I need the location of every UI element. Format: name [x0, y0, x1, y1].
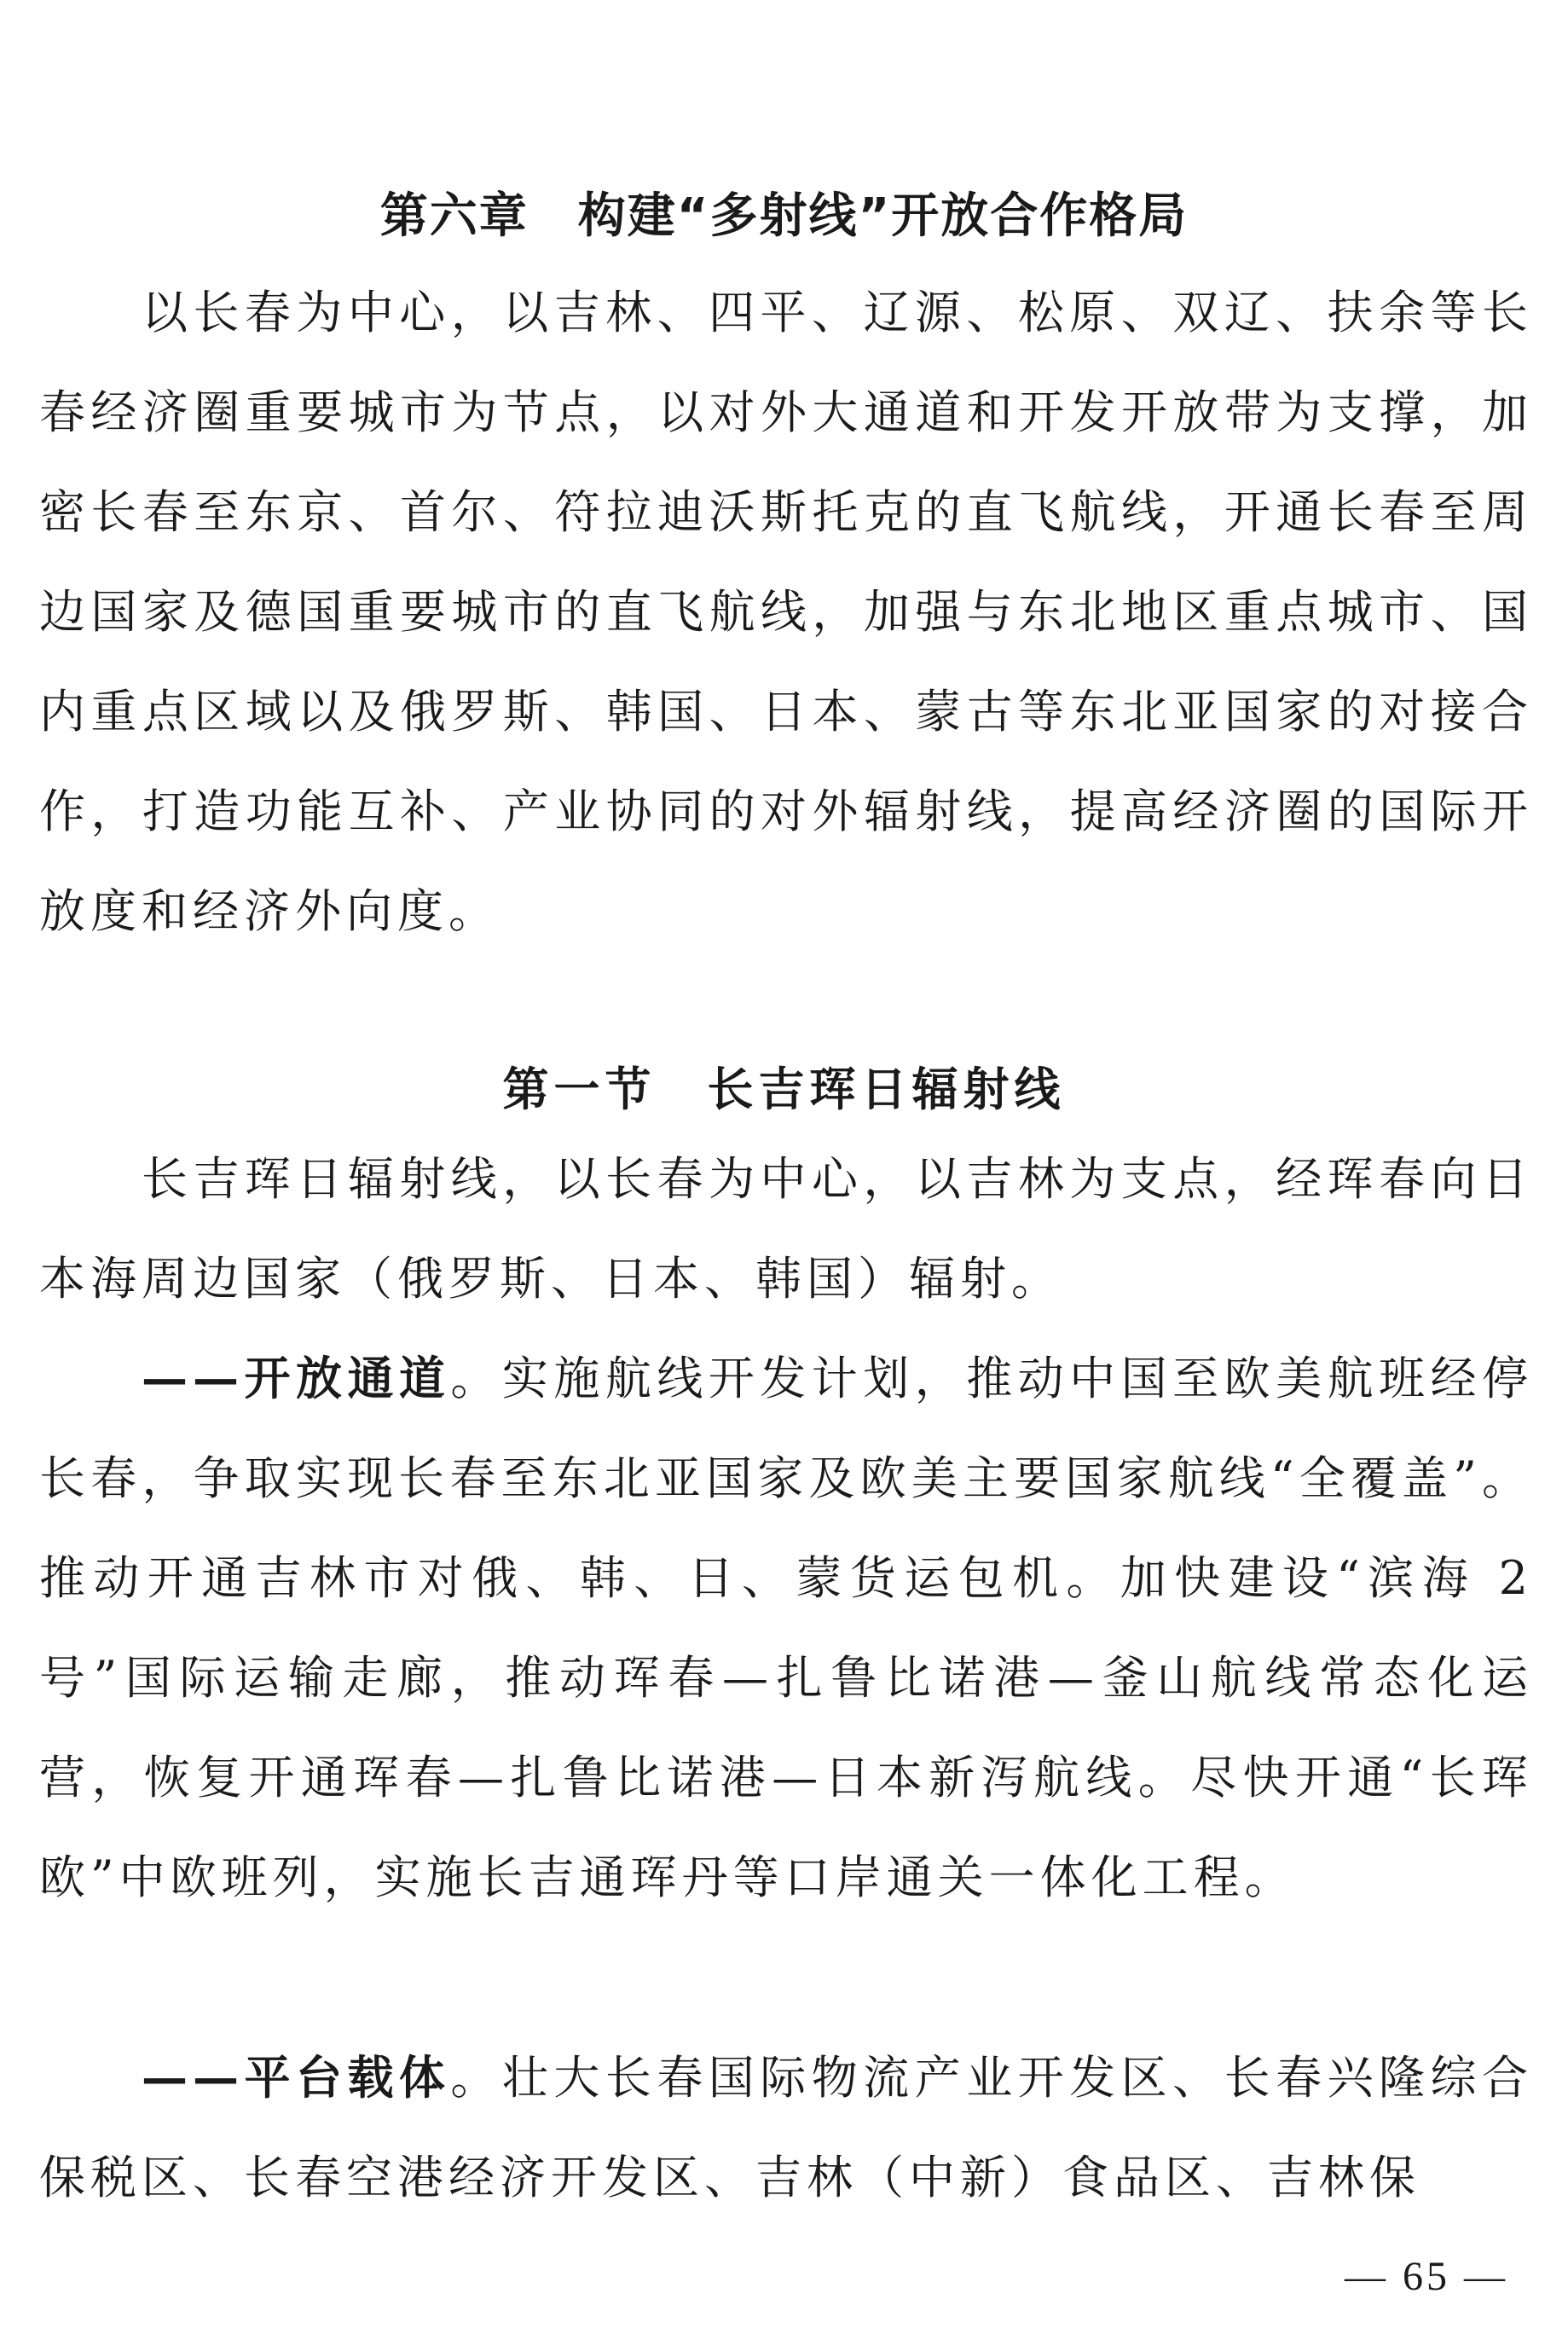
open-channel-term: ——开放通道: [142, 1351, 451, 1405]
page-number: — 65 —: [1345, 2254, 1508, 2299]
section-title: 第一节 长吉珲日辐射线: [502, 1061, 1066, 1116]
platform-carrier-text: 。壮大长春国际物流产业开发区、长春兴隆综合保税区、长春空港经济开发区、吉林（中新）食品区、吉林保: [39, 2051, 1534, 2204]
intro-paragraph: 以长春为中心，以吉林、四平、辽源、松原、双辽、扶余等长春经济圈重要城市为节点，以对外大通道和开发开放带为支撑，加密长春至东京、首尔、符拉迪沃斯托克的直飞航线，开通长春至周边国家及德国重要城市的直飞航线，加强与东北地区重点城市、国内重点区域以及俄罗斯、韩国、日本、蒙古等东北亚国家的对接合作，打造功能互补、产业协同的对外辐射线，提高经济圈的国际开放度和经济外向度。: [39, 286, 1533, 938]
section-intro-paragraph: 长吉珲日辐射线，以长春为中心，以吉林为支点，经珲春向日本海周边国家（俄罗斯、日本、韩国）辐射。: [39, 1152, 1533, 1306]
chapter-title: 第六章 构建“多射线”开放合作格局: [379, 188, 1189, 244]
open-channel-paragraph: [39, 1329, 1533, 1927]
platform-carrier-paragraph: [39, 2028, 1533, 2227]
open-channel-text: 。实施航线开发计划，推动中国至欧美航班经停长春，争取实现长春至东北亚国家及欧美主要国家航线“全覆盖”。推动开通吉林市对俄、韩、日、蒙货运包机。加快建设“滨海 2 号”国际运输走廊，推动珲春—扎鲁比诺港—釜山航线常态化运营，恢复开通珲春—扎鲁比诺港—日本新泻航线。尽快开通“长珲欧”中欧班列，实施长吉通珲丹等口岸通关一体化工程。: [39, 1352, 1534, 1904]
platform-carrier-term: ——平台载体: [142, 2050, 451, 2105]
